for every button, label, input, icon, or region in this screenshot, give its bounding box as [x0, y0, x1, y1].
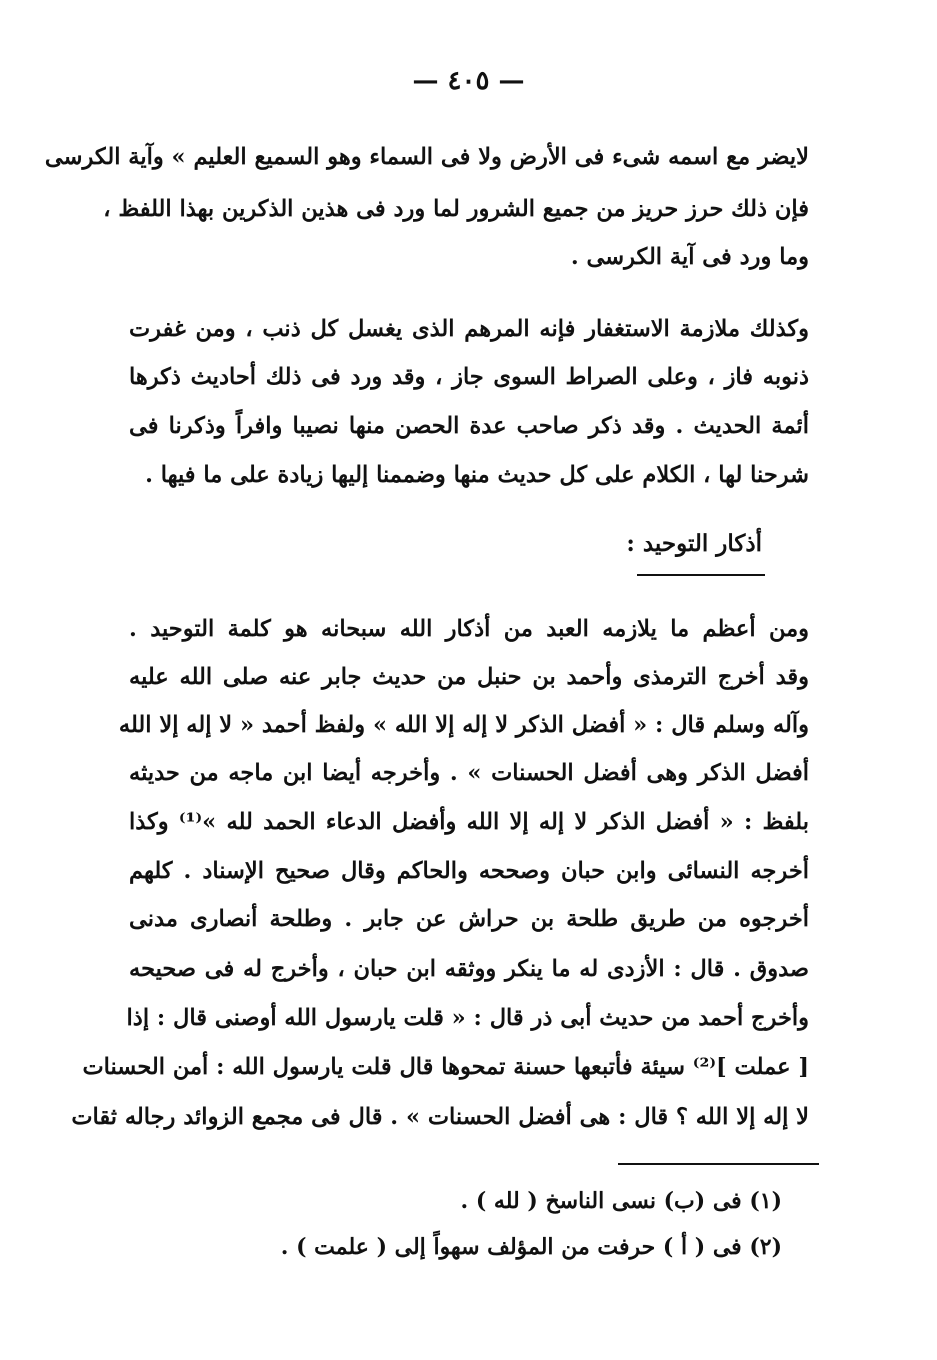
footnote: (٢) فى ( أ ) حرفت من المؤلف سهواً إلى ( علمت ) .: [280, 1234, 782, 1260]
text-line: وما ورد فى آية الكرسى .: [570, 244, 809, 270]
page-number: — ٤٠٥ —: [412, 66, 525, 96]
text-line: بلفظ : « أفضل الذكر لا إله إلا الله وأفضل الدعاء الحمد لله »⁽¹⁾ وكذا: [129, 809, 809, 835]
text-line: [ عملت ]⁽²⁾ سيئة فأتبعها حسنة تمحوها قال قلت يارسول الله : أمن الحسنات: [82, 1054, 809, 1080]
text-line: أخرجوه من طريق طلحة بن حراش عن جابر . وطلحة أنصارى مدنى: [129, 906, 809, 932]
text-line: وآله وسلم قال : « أفضل الذكر لا إله إلا الله » ولفظ أحمد « لا إله إلا الله: [118, 712, 809, 738]
text-line: أخرجه النسائى وابن حبان وصححه والحاكم وقال صحيح الإسناد . كلهم: [129, 858, 809, 884]
text-line: فإن ذلك حرز حريز من جميع الشرور لما ورد فى هذين الذكرين بهذا اللفظ ،: [103, 196, 809, 222]
footnote: (١) فى (ب) نسى الناسخ ( لله ) .: [460, 1188, 782, 1214]
text-line: ومن أعظم ما يلازمه العبد من أذكار الله سبحانه هو كلمة التوحيد .: [129, 616, 809, 642]
text-line: لايضر مع اسمه شىء فى الأرض ولا فى السماء وهو السميع العليم » وآية الكرسى: [44, 144, 809, 170]
text-line: لا إله إلا الله ؟ قال : هى أفضل الحسنات » . قال فى مجمع الزوائد رجاله ثقات: [71, 1104, 809, 1130]
footnote-divider: [618, 1163, 819, 1165]
heading-underline: [637, 574, 765, 576]
text-line: صدوق . قال : الأزدى له ما ينكر ووثقه ابن حبان ، وأخرج له فى صحيحه: [129, 956, 809, 982]
text-line: وكذلك ملازمة الاستغفار فإنه المرهم الذى يغسل كل ذنب ، ومن غفرت: [129, 316, 809, 342]
text-line: أفضل الذكر وهى أفضل الحسنات » . وأخرجه أيضا ابن ماجه من حديثه: [129, 760, 809, 786]
section-heading: أذكار التوحيد :: [626, 530, 762, 557]
text-line: شرحنا لها ، الكلام على كل حديث منها وضممنا إليها زيادة على ما فيها .: [145, 462, 809, 488]
text-line: وأخرج أحمد من حديث أبى ذر قال : « قلت يارسول الله أوصنى قال : إذا: [126, 1005, 809, 1031]
text-line: أئمة الحديث . وقد ذكر صاحب عدة الحصن منها نصيبا وافراً وذكرنا فى: [129, 413, 809, 439]
text-line: وقد أخرج الترمذى وأحمد بن حنبل من حديث جابر عنه صلى الله عليه: [129, 664, 809, 690]
text-line: ذنوبه فاز ، وعلى الصراط السوى جاز ، وقد ورد فى ذلك أحاديث ذكرها: [129, 364, 809, 390]
